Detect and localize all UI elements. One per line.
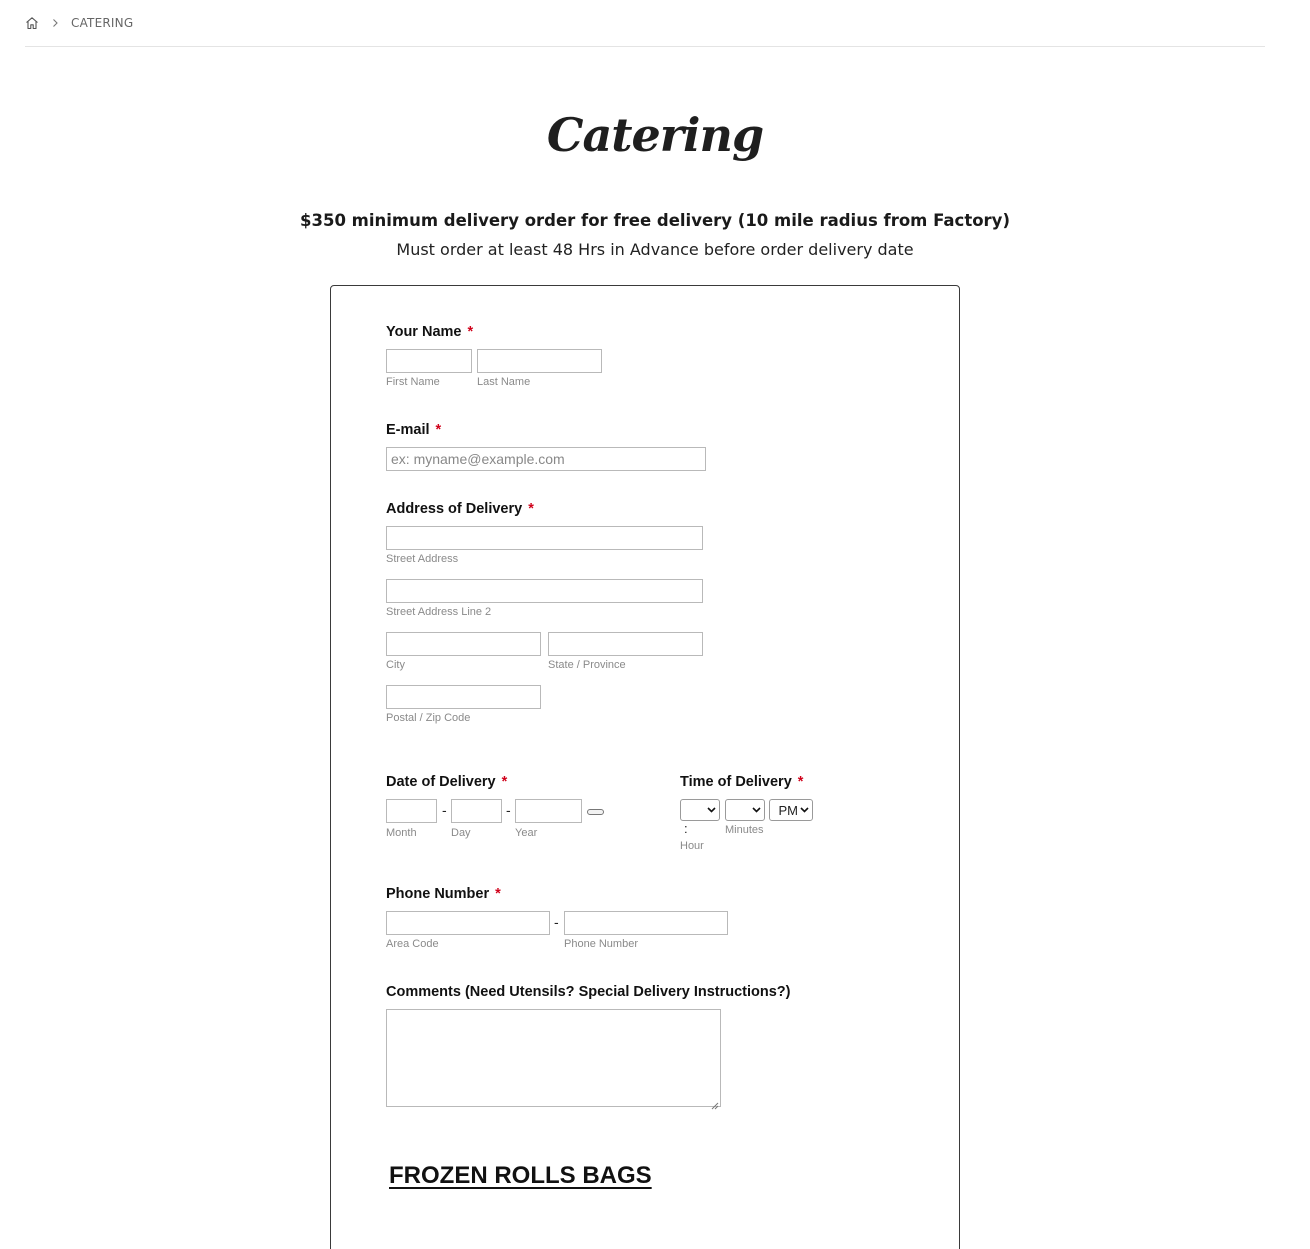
date-day-sublabel: Day <box>451 827 471 839</box>
home-icon[interactable] <box>25 16 39 30</box>
street-address-line2-sublabel: Street Address Line 2 <box>386 606 492 618</box>
email-input[interactable] <box>386 447 706 471</box>
phone-number-sublabel: Phone Number <box>564 938 638 950</box>
required-mark: * <box>528 501 534 517</box>
delivery-minimum-notice: $350 minimum delivery order for free delivery (10 mile radius from Factory) <box>300 211 1010 230</box>
time-colon: : <box>684 821 688 836</box>
chevron-down-icon <box>707 807 716 813</box>
time-label: Time of Delivery * <box>680 774 804 790</box>
address-label: Address of Delivery * <box>386 501 534 517</box>
required-mark: * <box>495 886 501 902</box>
hour-sublabel: Hour <box>680 840 704 852</box>
chevron-down-icon <box>800 807 809 813</box>
required-mark: * <box>467 324 474 340</box>
email-label: E-mail * <box>386 422 442 438</box>
date-year-sublabel: Year <box>515 827 538 839</box>
area-code-input[interactable] <box>386 911 550 935</box>
comments-label: Comments (Need Utensils? Special Delivery Instructions?) <box>386 984 791 1000</box>
date-month-sublabel: Month <box>386 827 417 839</box>
resize-handle-icon[interactable] <box>711 1097 719 1105</box>
zip-sublabel: Postal / Zip Code <box>386 712 471 724</box>
phone-label: Phone Number * <box>386 886 501 902</box>
hour-select[interactable] <box>680 799 720 821</box>
advance-order-notice: Must order at least 48 Hrs in Advance before order delivery date <box>396 240 914 259</box>
minutes-select[interactable] <box>725 799 765 821</box>
page-title: Catering <box>546 108 764 162</box>
last-name-input[interactable] <box>477 349 602 373</box>
first-name-sublabel: First Name <box>386 376 440 388</box>
city-input[interactable] <box>386 632 541 656</box>
city-sublabel: City <box>386 659 405 671</box>
breadcrumb <box>25 0 1265 47</box>
last-name-sublabel: Last Name <box>477 376 531 388</box>
date-month-input[interactable] <box>386 799 437 823</box>
phone-number-input[interactable] <box>564 911 728 935</box>
name-label: Your Name * <box>386 324 474 340</box>
street-address-input[interactable] <box>386 526 703 550</box>
zip-input[interactable] <box>386 685 541 709</box>
chevron-right-icon <box>51 18 59 28</box>
calendar-icon[interactable] <box>587 809 604 815</box>
state-sublabel: State / Province <box>548 659 626 671</box>
phone-separator: - <box>554 914 559 930</box>
date-year-input[interactable] <box>515 799 582 823</box>
date-label: Date of Delivery * <box>386 774 508 790</box>
required-mark: * <box>501 774 508 790</box>
chevron-down-icon <box>752 807 761 813</box>
street-address-sublabel: Street Address <box>386 553 459 565</box>
required-mark: * <box>797 774 804 790</box>
frozen-rolls-heading: FROZEN ROLLS BAGS <box>389 1162 652 1189</box>
catering-form <box>330 285 960 1249</box>
area-code-sublabel: Area Code <box>386 938 439 950</box>
date-separator: - <box>506 802 511 818</box>
first-name-input[interactable] <box>386 349 472 373</box>
date-separator: - <box>442 802 447 818</box>
date-day-input[interactable] <box>451 799 502 823</box>
minutes-sublabel: Minutes <box>725 824 764 836</box>
street-address-line2-input[interactable] <box>386 579 703 603</box>
breadcrumb-current: CATERING <box>71 16 134 30</box>
required-mark: * <box>435 422 442 438</box>
ampm-select[interactable]: PM <box>769 799 813 821</box>
comments-textarea[interactable] <box>386 1009 721 1107</box>
state-input[interactable] <box>548 632 703 656</box>
